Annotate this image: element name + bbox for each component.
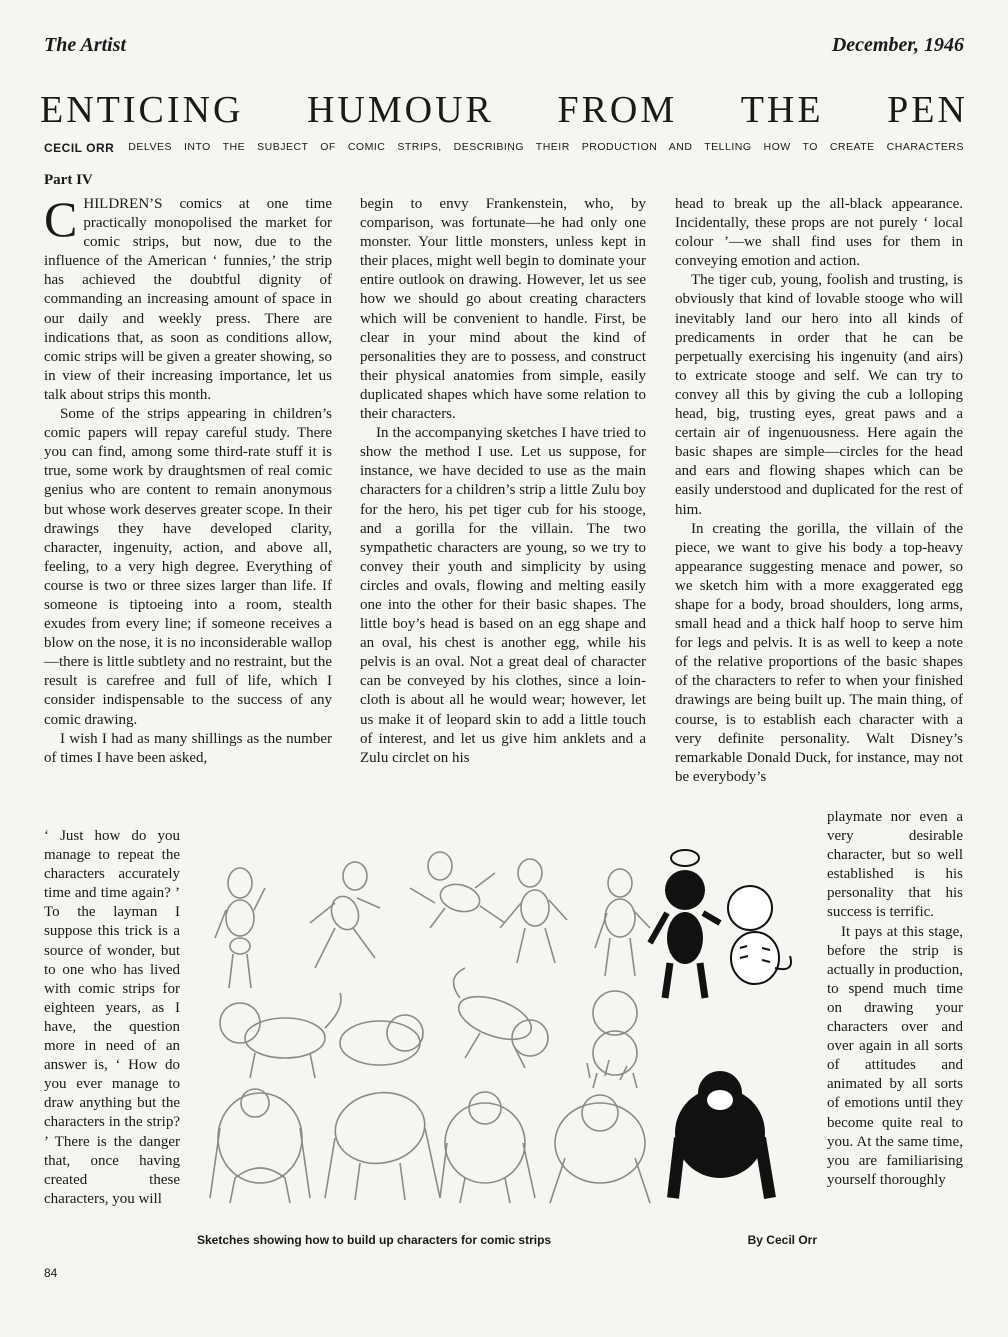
running-head <box>44 34 964 57</box>
headline-word: ENTICING <box>40 89 244 131</box>
boy-sketch <box>500 859 567 963</box>
tiger-cub-finished-drawing <box>728 886 791 984</box>
magazine-title: The Artist <box>44 34 127 56</box>
paragraph: In creating the gorilla, the villain of the piece, we want to give his body a top-heavy appearance suggesting menace and power, so we sketch him with a more exaggerated egg shape for a body, broad shoulders, long arms, small head and a thick half hoop to serve him for legs and pelvis. It is as well to keep a note of the relative proportions of the basic shapes of the characters to refer to when your finished drawings are being built up. The main thing, of course, is to establish each character with a very definite personality. Walt Disney’s remarkable Donald Duck, for instance, may not be everybody’s <box>675 520 963 785</box>
boy-sketch <box>410 852 505 928</box>
article-headline <box>40 88 968 132</box>
headline-word: FROM <box>557 89 678 131</box>
gorilla-finished-drawing <box>673 1071 770 1198</box>
paragraph: head to break up the all-black appearance. Incidentally, these props are not purely ‘ local colour ’—we shall find uses for them in conveying emotion and action. <box>675 196 963 270</box>
gorilla-sketch <box>210 1089 310 1203</box>
standfirst <box>44 141 964 155</box>
boy-sketch <box>215 868 265 988</box>
paragraph: It pays at this stage, before the strip is actually in production, to spend much time on drawing your characters over and over again in all sorts of attitudes and animated by all sorts of emotions until they become quite real to you. At the same time, you are familiarising yourself thoroughly <box>827 923 963 1188</box>
column-3 <box>675 195 963 787</box>
page-number: 84 <box>44 1266 58 1280</box>
issue-date: December, 1946 <box>831 34 964 56</box>
tiger-cub-sketch <box>453 968 548 1068</box>
gorilla-sketch <box>325 1086 440 1200</box>
caption-credit: By Cecil Orr <box>747 1233 817 1247</box>
illustration-caption <box>197 1233 817 1247</box>
column-2 <box>360 195 646 768</box>
author-name: CECIL ORR <box>44 141 115 155</box>
tiger-cub-sketch <box>340 1015 423 1065</box>
paragraph: The tiger cub, young, foolish and trusting, is obviously that kind of lovable stooge who will inevitably land our hero into all kinds of predicaments in order that he can be perpetually exercising his ingenuity (and airs) to extricate stooge and self. We can try to convey all this by giving the cub a lolloping head, big, trusting eyes, great paws and a certain air of ingenuousness. Here again the basic shapes are simple—circles for the head and ears and flowing shapes which can be easily understood and duplicated for the rest of him. <box>675 272 963 518</box>
drop-cap: C <box>44 191 78 247</box>
paragraph: I wish I had as many shillings as the number of times I have been asked, <box>44 730 332 766</box>
column-3-narrow <box>827 808 963 1190</box>
headline-word: THE <box>740 89 824 131</box>
paragraph: In the accompanying sketches I have tried to show the method I use. Let us suppose, for instance, we have decided to use as the main characters for a children’s strip a little Zulu boy for the hero, his pet tiger cub for his stooge, and a gorilla for the villain. The two sympathetic characters are young, so we try to convey their youth and simplicity by using circles and ovals, flowing and melting easily one into the other for their basic shapes. The little boy’s head is based on an egg shape and an oval, his chest is another egg, while his pelvis is an oval. Not a great deal of character can be conveyed by his clothes, since a loin-cloth is about all he would wear; however, let us make it of leopard skin to add a little touch of interest, and let us give him anklets and a Zulu circlet on his <box>360 425 646 766</box>
paragraph: CHILDREN’S comics at one time practically monopolised the market for comic strips, but now, due to the influence of the American ‘ funnies,’ the strip has achieved the doubtful dignity of commanding an increasing amount of space in our daily and weekly press. There are indications that, as soon as conditions allow, comic strips will be given a greater showing, so in view of their increasing importance, let us talk about strips this month. <box>44 191 332 403</box>
character-sketches-illustration <box>195 828 825 1223</box>
tiger-cub-sketch <box>220 993 341 1078</box>
column-1 <box>44 191 332 768</box>
boy-sketch <box>310 862 380 968</box>
paragraph: begin to envy Frankenstein, who, by comparison, was fortunate—he had only one monster. Your little monsters, unless kept in their places, might well begin to dominate your entire outlook on drawing. However, let us see how we should go about creating characters which will be convenient to handle. First, be clear in your mind about the kind of personalities they are to possess, and construct their physical anatomies from simple, easily duplicated shapes which have some relation to their characters. <box>360 196 646 423</box>
part-label: Part IV <box>44 172 93 188</box>
standfirst-text: DELVES INTO THE SUBJECT OF COMIC STRIPS, DESCRIBING THEIR PRODUCTION AND TELLING HOW TO CREATE CHARACTERS <box>128 141 964 153</box>
headline-word: HUMOUR <box>306 89 494 131</box>
caption-text: Sketches showing how to build up characters for comic strips <box>197 1233 552 1247</box>
tiger-cub-sketch <box>593 991 637 1088</box>
paragraph: playmate nor even a very desirable character, but so well established is his personality that his success is terrific. <box>827 809 963 921</box>
zulu-boy-finished-drawing <box>650 850 720 998</box>
gorilla-sketch <box>440 1092 535 1203</box>
column-1-narrow <box>44 827 180 1209</box>
paragraph: ‘ Just how do you manage to repeat the characters accurately time and time again? ’ To the layman I suppose this trick is a source of wonder, but to one who has lived with comic strips for eighteen years, as I have, the question more in need of an answer is, ‘ How do you ever manage to draw anything but the characters in the strip? ’ There is the danger that, once having created these characters, you will <box>44 828 180 1207</box>
paragraph: Some of the strips appearing in children’s comic papers will repay careful study. There you can find, among some third-rate stuff it is true, some work by draughtsmen of real comic genius who are content to remain anonymous but whose work deserves greater scope. In their drawings they have developed clarity, character, ingenuity, action, and above all, feeling, to a very high degree. Everything of course is two or three sizes larger than life. If someone is tiptoeing into a room, stealth exudes from every line; if someone receives a blow on the nose, it is no inconsiderable wallop—there is little subtlety and no restraint, but the result is carefree and full of life, which I consider indispensable to the success of any comic drawing. <box>44 406 332 728</box>
headline-word: PEN <box>887 89 968 131</box>
boy-sketch <box>595 869 650 976</box>
